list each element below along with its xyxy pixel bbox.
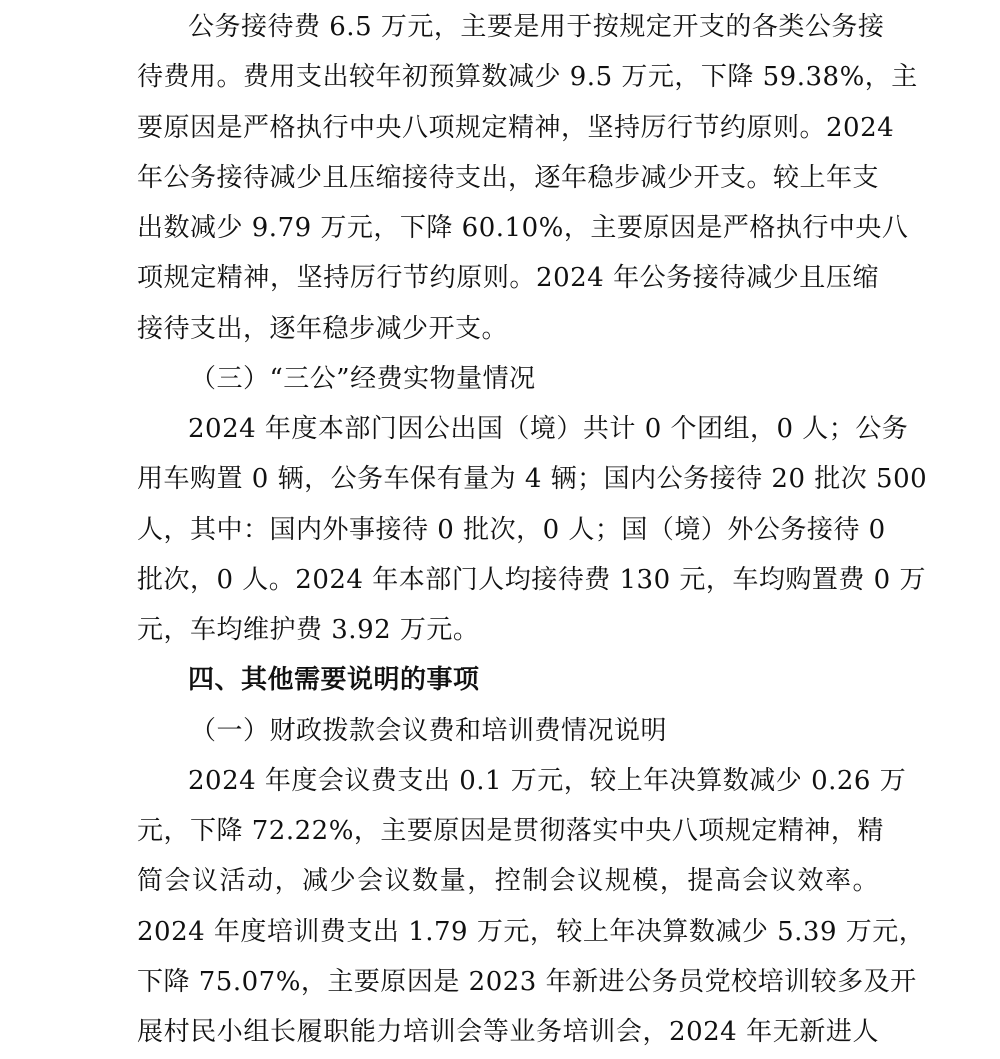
paragraph-line-13: 2024 年度会议费支出 0.1 万元，较上年决算数减少 0.26 万 [188,766,907,796]
paragraph-line-7: 接待支出，逐年稳步减少开支。 [137,314,509,344]
paragraph-line-8: 2024 年度本部门因公出国（境）共计 0 个团组，0 人；公务 [188,414,909,444]
paragraph-line-6: 项规定精神，坚持厉行节约原则。2024 年公务接待减少且压缩 [137,263,879,293]
paragraph-line-18: 展村民小组长履职能力培训会等业务培训会，2024 年无新进人 [137,1017,879,1047]
paragraph-line-12: 元，车均维护费 3.92 万元。 [137,615,480,645]
subsection-heading-official-expense-quantities: （三）“三公”经费实物量情况 [190,364,536,394]
paragraph-line-16: 2024 年度培训费支出 1.79 万元，较上年决算数减少 5.39 万元， [137,917,926,947]
paragraph-line-14: 元，下降 72.22%，主要原因是贯彻落实中央八项规定精神，精 [137,816,884,846]
paragraph-line-10: 人，其中：国内外事接待 0 批次，0 人；国（境）外公务接待 0 [137,515,886,545]
paragraph-line-4: 年公务接待减少且压缩接待支出，逐年稳步减少开支。较上年支 [137,163,880,193]
paragraph-line-3: 要原因是严格执行中央八项规定精神，坚持厉行节约原则。2024 [137,113,895,143]
subsection-heading-meeting-training: （一）财政拨款会议费和培训费情况说明 [190,716,668,746]
section-heading-other-matters: 四、其他需要说明的事项 [188,665,480,695]
paragraph-line-9: 用车购置 0 辆，公务车保有量为 4 辆；国内公务接待 20 批次 500 [137,464,928,494]
paragraph-line-1: 公务接待费 6.5 万元，主要是用于按规定开支的各类公务接 [188,12,885,42]
paragraph-line-11: 批次，0 人。2024 年本部门人均接待费 130 元，车均购置费 0 万 [137,565,926,595]
paragraph-line-5: 出数减少 9.79 万元，下降 60.10%，主要原因是严格执行中央八 [137,213,909,243]
paragraph-line-2: 待费用。费用支出较年初预算数减少 9.5 万元，下降 59.38%，主 [137,62,918,92]
paragraph-line-17: 下降 75.07%，主要原因是 2023 年新进公务员党校培训较多及开 [137,967,917,997]
paragraph-line-15: 简会议活动，减少会议数量，控制会议规模，提高会议效率。 [137,866,879,896]
